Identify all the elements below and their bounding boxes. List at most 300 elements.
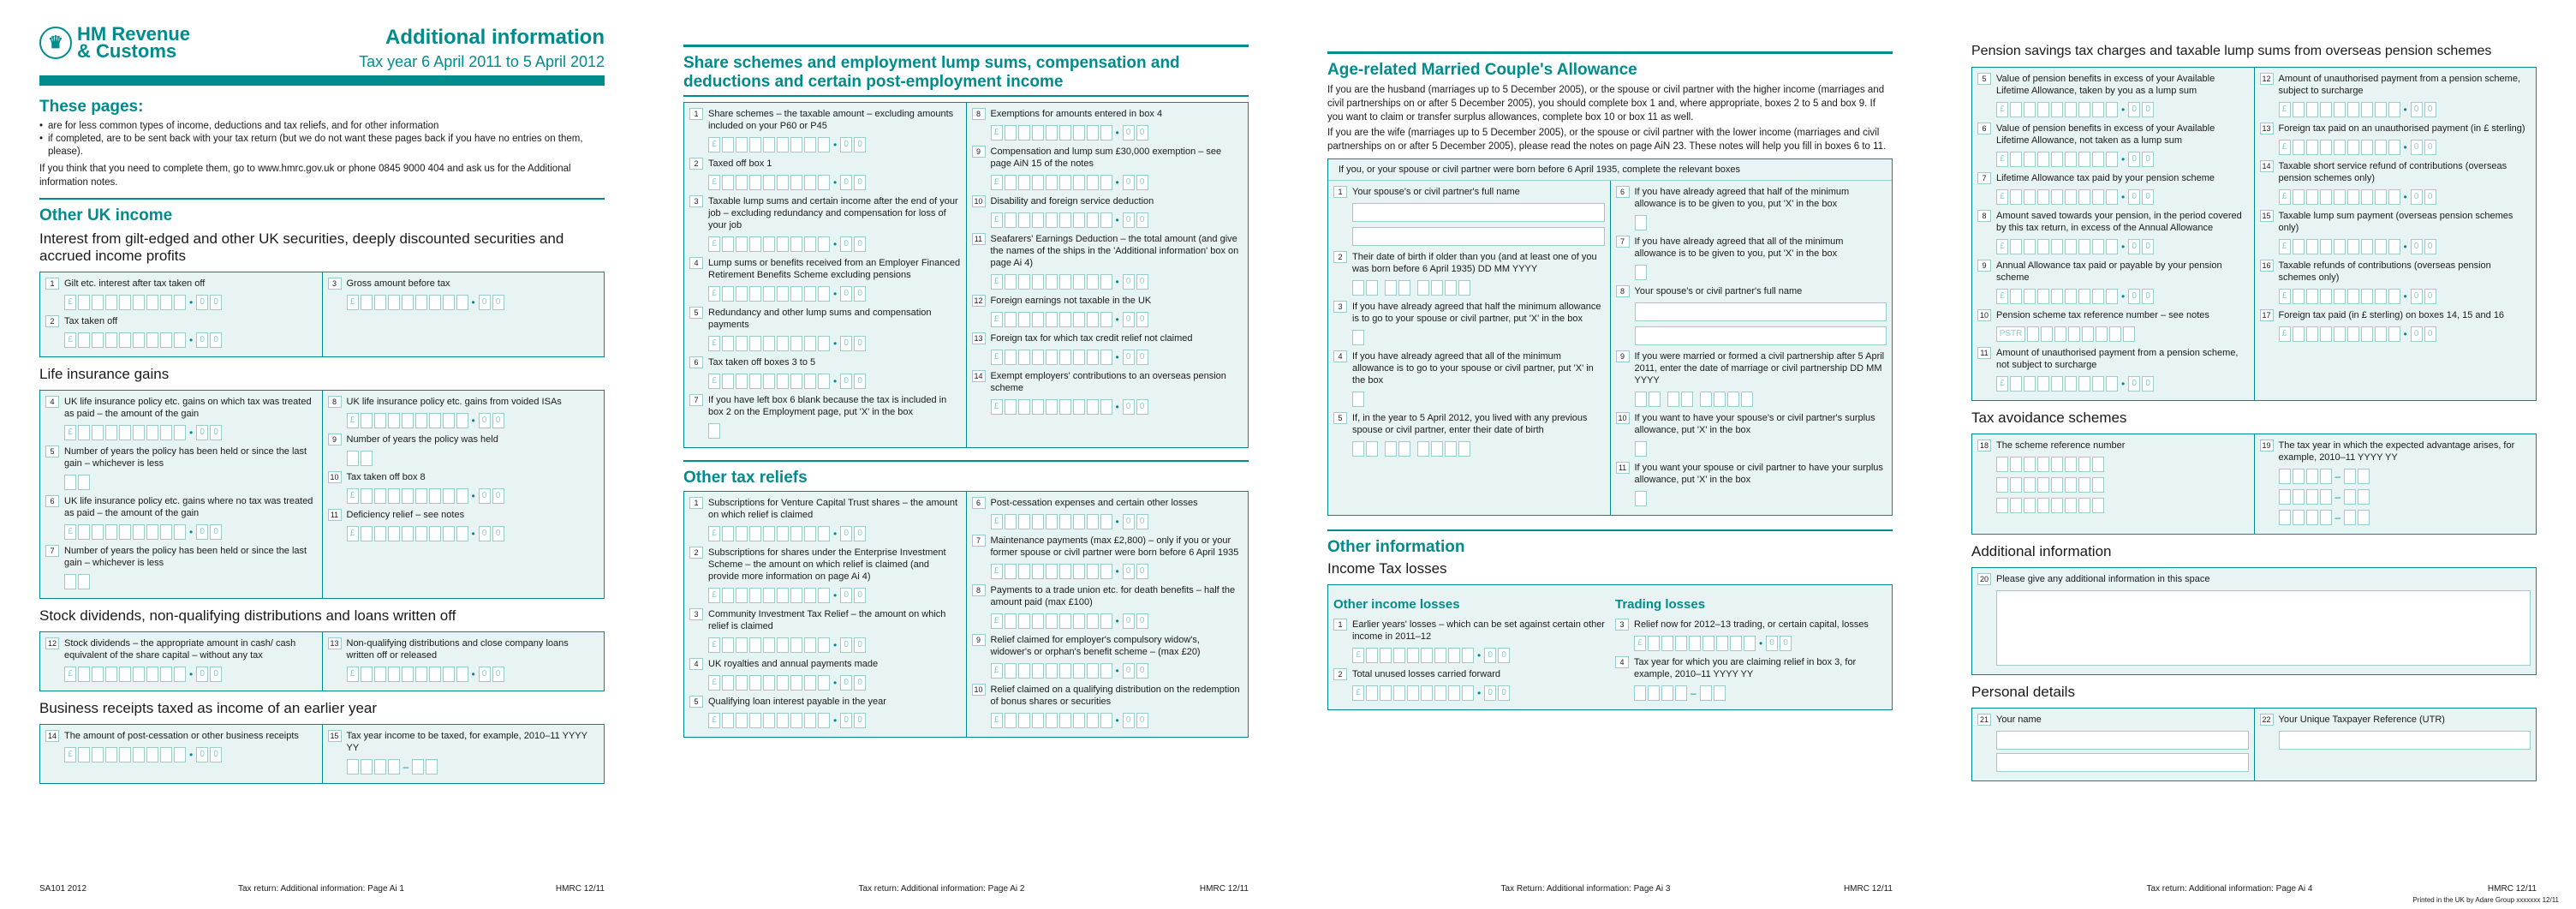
digit-cell[interactable] (1661, 636, 1673, 651)
digit-cell[interactable] (2078, 189, 2090, 205)
digit-cell[interactable] (790, 286, 802, 302)
digit-cell[interactable] (736, 137, 748, 152)
digit-cell[interactable] (818, 374, 830, 389)
pence-cell[interactable]: 0 (196, 332, 208, 348)
amount-field[interactable] (347, 488, 599, 504)
digit-cell[interactable] (374, 413, 386, 428)
digit-cell[interactable] (2082, 326, 2094, 342)
digit-cell[interactable] (160, 747, 172, 762)
digit-cell[interactable] (2051, 239, 2063, 254)
digit-cell[interactable] (1714, 685, 1726, 701)
digit-cell[interactable] (2092, 289, 2104, 304)
digit-cell[interactable] (347, 759, 359, 774)
digit-cell[interactable] (119, 332, 131, 348)
digit-cell[interactable] (2388, 239, 2400, 254)
pound-cell[interactable]: £ (991, 613, 1003, 629)
digit-cell[interactable] (2051, 152, 2063, 167)
pence-cell[interactable]: 0 (1136, 399, 1148, 415)
pound-cell[interactable]: £ (2279, 189, 2291, 205)
digit-cell[interactable] (1667, 392, 1679, 407)
pence-cell[interactable]: 0 (854, 236, 866, 252)
digit-cell[interactable] (749, 588, 761, 603)
digit-cell[interactable] (2347, 326, 2359, 342)
digit-cell[interactable] (105, 425, 117, 440)
digit-cell[interactable] (749, 675, 761, 691)
pence-cell[interactable]: 0 (1123, 125, 1135, 141)
digit-cell[interactable] (777, 675, 789, 691)
digit-cell[interactable] (1100, 514, 1112, 529)
digit-cell[interactable] (1059, 564, 1071, 579)
pound-cell[interactable]: £ (64, 332, 76, 348)
digit-cell[interactable] (2306, 510, 2318, 525)
amount-field[interactable] (991, 312, 1243, 327)
digit-cell[interactable] (2123, 326, 2135, 342)
amount-field[interactable] (64, 667, 317, 682)
amount-field[interactable] (991, 663, 1243, 679)
digit-cell[interactable] (2024, 152, 2036, 167)
digit-cell[interactable] (2024, 102, 2036, 117)
checkbox[interactable] (1352, 392, 1605, 407)
digit-cell[interactable] (2078, 289, 2090, 304)
pence-cell[interactable]: 0 (196, 667, 208, 682)
digit-cell[interactable] (1073, 350, 1085, 365)
digit-cell[interactable] (78, 667, 90, 682)
digit-cell[interactable] (133, 332, 145, 348)
digit-cell[interactable] (388, 667, 400, 682)
digit-cell[interactable] (2092, 239, 2104, 254)
digit-cell[interactable] (1635, 265, 1647, 280)
digit-cell[interactable] (1100, 274, 1112, 290)
digit-cell[interactable] (1032, 514, 1044, 529)
digit-cell[interactable] (443, 488, 455, 504)
digit-cell[interactable] (1434, 648, 1446, 663)
pound-cell[interactable]: £ (1996, 189, 2008, 205)
digit-cell[interactable] (388, 413, 400, 428)
digit-cell[interactable] (1407, 648, 1419, 663)
amount-field[interactable] (347, 526, 599, 541)
pence-cell[interactable]: 0 (1136, 312, 1148, 327)
digit-cell[interactable] (2051, 189, 2063, 205)
pence-cell[interactable]: 0 (1123, 564, 1135, 579)
digit-cell[interactable] (2320, 469, 2332, 484)
amount-field[interactable] (708, 137, 961, 152)
digit-cell[interactable] (1702, 636, 1714, 651)
digit-cell[interactable] (1059, 312, 1071, 327)
digit-cell[interactable] (1675, 636, 1687, 651)
digit-cell[interactable] (2037, 152, 2049, 167)
digit-cell[interactable] (361, 488, 373, 504)
digit-cell[interactable] (105, 747, 117, 762)
digit-cell[interactable] (1681, 392, 1693, 407)
digit-cell[interactable] (790, 588, 802, 603)
digit-cell[interactable] (1059, 399, 1071, 415)
amount-field[interactable] (708, 236, 961, 252)
pound-cell[interactable]: £ (347, 667, 359, 682)
additional-info-textarea[interactable] (1996, 590, 2531, 666)
digit-cell[interactable] (2358, 469, 2370, 484)
digit-cell[interactable] (804, 588, 816, 603)
digit-cell[interactable] (2320, 239, 2332, 254)
pound-cell[interactable]: £ (64, 747, 76, 762)
amount-field[interactable] (1996, 289, 2249, 304)
digit-cell[interactable] (64, 475, 76, 490)
amount-field[interactable] (1352, 685, 1605, 701)
digit-cell[interactable] (2106, 376, 2118, 392)
digit-cell[interactable] (2334, 289, 2346, 304)
digit-cell[interactable] (1046, 175, 1058, 190)
pence-cell[interactable]: 0 (1136, 125, 1148, 141)
digit-cell[interactable] (2096, 326, 2108, 342)
pence-cell[interactable]: 0 (2128, 289, 2140, 304)
amount-field[interactable] (64, 747, 317, 762)
digit-cell[interactable] (1059, 663, 1071, 679)
digit-cell[interactable] (429, 667, 441, 682)
pound-cell[interactable]: £ (1996, 152, 2008, 167)
digit-cell[interactable] (2065, 239, 2077, 254)
pence-cell[interactable]: 0 (1136, 350, 1148, 365)
pence-cell[interactable]: 0 (492, 526, 504, 541)
pence-cell[interactable]: 0 (840, 374, 852, 389)
amount-field[interactable] (64, 425, 317, 440)
pence-cell[interactable]: 0 (840, 588, 852, 603)
digit-cell[interactable] (133, 425, 145, 440)
digit-cell[interactable] (1018, 564, 1030, 579)
name-field[interactable] (1996, 753, 2249, 772)
digit-cell[interactable] (119, 425, 131, 440)
digit-cell[interactable] (790, 137, 802, 152)
digit-cell[interactable] (1018, 613, 1030, 629)
amount-field[interactable] (2279, 289, 2531, 304)
digit-cell[interactable] (790, 637, 802, 653)
digit-cell[interactable] (92, 295, 104, 310)
digit-cell[interactable] (456, 413, 468, 428)
pence-cell[interactable]: 0 (2142, 239, 2154, 254)
pence-cell[interactable]: 0 (840, 175, 852, 190)
digit-cell[interactable] (1059, 514, 1071, 529)
digit-cell[interactable] (2037, 376, 2049, 392)
digit-cell[interactable] (790, 526, 802, 541)
digit-cell[interactable] (1005, 274, 1017, 290)
digit-cell[interactable] (1073, 312, 1085, 327)
digit-cell[interactable] (146, 524, 158, 540)
digit-cell[interactable] (749, 637, 761, 653)
pence-cell[interactable]: 0 (2142, 289, 2154, 304)
digit-cell[interactable] (804, 713, 816, 728)
digit-cell[interactable] (415, 413, 427, 428)
digit-cell[interactable] (818, 137, 830, 152)
digit-cell[interactable] (777, 336, 789, 351)
digit-cell[interactable] (777, 175, 789, 190)
amount-field[interactable] (64, 295, 317, 310)
digit-cell[interactable] (2306, 326, 2318, 342)
digit-cell[interactable] (388, 295, 400, 310)
checkbox[interactable] (1635, 491, 1887, 506)
digit-cell[interactable] (2306, 189, 2318, 205)
digit-cell[interactable] (2106, 289, 2118, 304)
digit-cell[interactable] (1744, 636, 1756, 651)
pence-cell[interactable]: 0 (210, 425, 222, 440)
digit-cell[interactable] (1005, 564, 1017, 579)
digit-cell[interactable] (1059, 613, 1071, 629)
digit-cell[interactable] (2306, 469, 2318, 484)
digit-cell[interactable] (402, 526, 414, 541)
digit-cell[interactable] (2010, 239, 2022, 254)
digit-cell[interactable] (146, 667, 158, 682)
date-field[interactable] (1352, 441, 1605, 457)
pound-cell[interactable]: £ (708, 713, 720, 728)
digit-cell[interactable] (1700, 685, 1712, 701)
pence-cell[interactable]: 0 (2411, 189, 2423, 205)
digit-cell[interactable] (777, 236, 789, 252)
digit-cell[interactable] (456, 488, 468, 504)
digit-cell[interactable] (2065, 457, 2077, 472)
pence-cell[interactable]: 0 (492, 488, 504, 504)
pence-cell[interactable]: 0 (2411, 289, 2423, 304)
digit-cell[interactable] (2092, 102, 2104, 117)
digit-cell[interactable] (388, 526, 400, 541)
digit-cell[interactable] (78, 747, 90, 762)
digit-cell[interactable] (1073, 274, 1085, 290)
digit-cell[interactable] (2347, 289, 2359, 304)
digit-cell[interactable] (1352, 392, 1364, 407)
pound-cell[interactable]: £ (2279, 326, 2291, 342)
digit-cell[interactable] (374, 488, 386, 504)
pence-cell[interactable]: 0 (1780, 636, 1792, 651)
pound-cell[interactable]: £ (1996, 376, 2008, 392)
pence-cell[interactable]: 0 (1123, 274, 1135, 290)
digit-cell[interactable] (2051, 457, 2063, 472)
digit-cell[interactable] (749, 526, 761, 541)
pence-cell[interactable]: 0 (854, 374, 866, 389)
pence-cell[interactable]: 0 (840, 713, 852, 728)
digit-cell[interactable] (456, 295, 468, 310)
pound-cell[interactable]: £ (708, 236, 720, 252)
digit-cell[interactable] (2361, 239, 2373, 254)
pence-cell[interactable]: 0 (854, 175, 866, 190)
digit-cell[interactable] (722, 526, 734, 541)
digit-cell[interactable] (1087, 514, 1099, 529)
pound-cell[interactable]: £ (1352, 685, 1364, 701)
digit-cell[interactable] (2010, 477, 2022, 493)
digit-cell[interactable] (722, 713, 734, 728)
digit-cell[interactable] (1727, 392, 1739, 407)
pence-cell[interactable]: 0 (2424, 239, 2436, 254)
digit-cell[interactable] (119, 295, 131, 310)
digit-cell[interactable] (2092, 498, 2104, 513)
pence-cell[interactable]: 0 (210, 524, 222, 540)
digit-cell[interactable] (2092, 152, 2104, 167)
digit-cell[interactable] (2293, 289, 2305, 304)
digit-cell[interactable] (736, 236, 748, 252)
digit-cell[interactable] (790, 675, 802, 691)
digit-cell[interactable] (1087, 613, 1099, 629)
digit-cell[interactable] (361, 413, 373, 428)
amount-field[interactable] (1996, 189, 2249, 205)
digit-cell[interactable] (2293, 239, 2305, 254)
pound-cell[interactable]: £ (1352, 648, 1364, 663)
amount-field[interactable] (347, 667, 599, 682)
checkbox[interactable] (1635, 215, 1887, 230)
digit-cell[interactable] (361, 451, 373, 466)
digit-cell[interactable] (2051, 102, 2063, 117)
name-field[interactable] (1996, 731, 2249, 750)
pound-cell[interactable]: £ (708, 175, 720, 190)
digit-cell[interactable] (105, 667, 117, 682)
digit-cell[interactable] (1087, 125, 1099, 141)
digit-cell[interactable] (374, 667, 386, 682)
pence-cell[interactable]: 0 (1136, 514, 1148, 529)
pence-cell[interactable]: 0 (1766, 636, 1778, 651)
digit-cell[interactable] (119, 524, 131, 540)
pence-cell[interactable]: 0 (840, 236, 852, 252)
digit-cell[interactable] (749, 137, 761, 152)
digit-cell[interactable] (2306, 289, 2318, 304)
pence-cell[interactable]: 0 (2128, 102, 2140, 117)
digit-cell[interactable] (429, 295, 441, 310)
digit-cell[interactable] (1046, 212, 1058, 228)
digit-cell[interactable] (2279, 510, 2291, 525)
digit-cell[interactable] (160, 332, 172, 348)
digit-cell[interactable] (1434, 685, 1446, 701)
digit-cell[interactable] (2024, 289, 2036, 304)
amount-field[interactable] (991, 564, 1243, 579)
digit-cell[interactable] (2010, 376, 2022, 392)
digit-cell[interactable] (2320, 489, 2332, 505)
digit-cell[interactable] (1046, 312, 1058, 327)
amount-field[interactable] (991, 175, 1243, 190)
digit-cell[interactable] (2334, 189, 2346, 205)
pound-cell[interactable]: £ (2279, 289, 2291, 304)
pence-cell[interactable]: 0 (2142, 189, 2154, 205)
pound-cell[interactable]: £ (1634, 636, 1646, 651)
digit-cell[interactable] (2065, 102, 2077, 117)
digit-cell[interactable] (1996, 457, 2008, 472)
amount-field[interactable] (708, 713, 961, 728)
amount-field[interactable] (2279, 189, 2531, 205)
digit-cell[interactable] (2347, 102, 2359, 117)
digit-cell[interactable] (818, 588, 830, 603)
digit-cell[interactable] (1073, 564, 1085, 579)
digit-cell[interactable] (722, 286, 734, 302)
digit-cell[interactable] (2279, 489, 2291, 505)
digit-cell[interactable] (429, 488, 441, 504)
years-field[interactable] (64, 475, 317, 490)
digit-cell[interactable] (443, 295, 455, 310)
digit-cell[interactable] (443, 526, 455, 541)
digit-cell[interactable] (2010, 457, 2022, 472)
digit-cell[interactable] (1046, 274, 1058, 290)
digit-cell[interactable] (2010, 289, 2022, 304)
digit-cell[interactable] (2037, 189, 2049, 205)
digit-cell[interactable] (2334, 239, 2346, 254)
digit-cell[interactable] (763, 175, 775, 190)
digit-cell[interactable] (818, 526, 830, 541)
digit-cell[interactable] (2051, 477, 2063, 493)
pence-cell[interactable]: 0 (1123, 514, 1135, 529)
pence-cell[interactable]: 0 (196, 524, 208, 540)
digit-cell[interactable] (1005, 212, 1017, 228)
pound-cell[interactable]: £ (991, 312, 1003, 327)
amount-field[interactable] (1996, 239, 2249, 254)
digit-cell[interactable] (818, 236, 830, 252)
name-field[interactable] (1352, 203, 1605, 222)
digit-cell[interactable] (402, 413, 414, 428)
pound-cell[interactable]: £ (347, 413, 359, 428)
pence-cell[interactable]: 0 (2411, 102, 2423, 117)
digit-cell[interactable] (804, 526, 816, 541)
pound-cell[interactable]: £ (1996, 102, 2008, 117)
digit-cell[interactable] (119, 747, 131, 762)
digit-cell[interactable] (2306, 140, 2318, 155)
digit-cell[interactable] (1996, 498, 2008, 513)
digit-cell[interactable] (92, 332, 104, 348)
digit-cell[interactable] (1407, 685, 1419, 701)
digit-cell[interactable] (1046, 514, 1058, 529)
pence-cell[interactable]: 0 (492, 413, 504, 428)
digit-cell[interactable] (736, 675, 748, 691)
digit-cell[interactable] (1005, 350, 1017, 365)
amount-field[interactable] (991, 212, 1243, 228)
digit-cell[interactable] (374, 526, 386, 541)
digit-cell[interactable] (804, 286, 816, 302)
pstr-field[interactable] (1996, 326, 2249, 342)
digit-cell[interactable] (818, 286, 830, 302)
digit-cell[interactable] (1352, 441, 1364, 457)
digit-cell[interactable] (78, 524, 90, 540)
year-field[interactable] (2279, 510, 2531, 525)
digit-cell[interactable] (160, 667, 172, 682)
digit-cell[interactable] (105, 332, 117, 348)
digit-cell[interactable] (2279, 469, 2291, 484)
digit-cell[interactable] (2293, 510, 2305, 525)
digit-cell[interactable] (2320, 189, 2332, 205)
pound-cell[interactable]: £ (991, 274, 1003, 290)
amount-field[interactable] (1634, 636, 1887, 651)
pence-cell[interactable]: 0 (854, 675, 866, 691)
digit-cell[interactable] (1445, 280, 1457, 296)
pound-cell[interactable]: £ (64, 524, 76, 540)
amount-field[interactable] (991, 713, 1243, 728)
digit-cell[interactable] (749, 175, 761, 190)
digit-cell[interactable] (2388, 326, 2400, 342)
digit-cell[interactable] (146, 332, 158, 348)
digit-cell[interactable] (722, 374, 734, 389)
pence-cell[interactable]: 0 (2142, 376, 2154, 392)
pence-cell[interactable]: 0 (479, 488, 491, 504)
digit-cell[interactable] (722, 588, 734, 603)
pence-cell[interactable]: 0 (2128, 189, 2140, 205)
digit-cell[interactable] (777, 588, 789, 603)
pence-cell[interactable]: 0 (2411, 239, 2423, 254)
pound-cell[interactable]: £ (708, 286, 720, 302)
pence-cell[interactable]: 0 (2424, 189, 2436, 205)
digit-cell[interactable] (2306, 489, 2318, 505)
digit-cell[interactable] (763, 713, 775, 728)
checkbox[interactable] (1352, 330, 1605, 345)
digit-cell[interactable] (2306, 102, 2318, 117)
digit-cell[interactable] (736, 175, 748, 190)
digit-cell[interactable] (1032, 312, 1044, 327)
pence-cell[interactable]: 0 (2142, 152, 2154, 167)
digit-cell[interactable] (1445, 441, 1457, 457)
digit-cell[interactable] (361, 295, 373, 310)
pence-cell[interactable]: 0 (1136, 663, 1148, 679)
year-field[interactable] (1634, 685, 1887, 701)
digit-cell[interactable] (1046, 713, 1058, 728)
digit-cell[interactable] (2037, 457, 2049, 472)
digit-cell[interactable] (1005, 663, 1017, 679)
digit-cell[interactable] (78, 425, 90, 440)
